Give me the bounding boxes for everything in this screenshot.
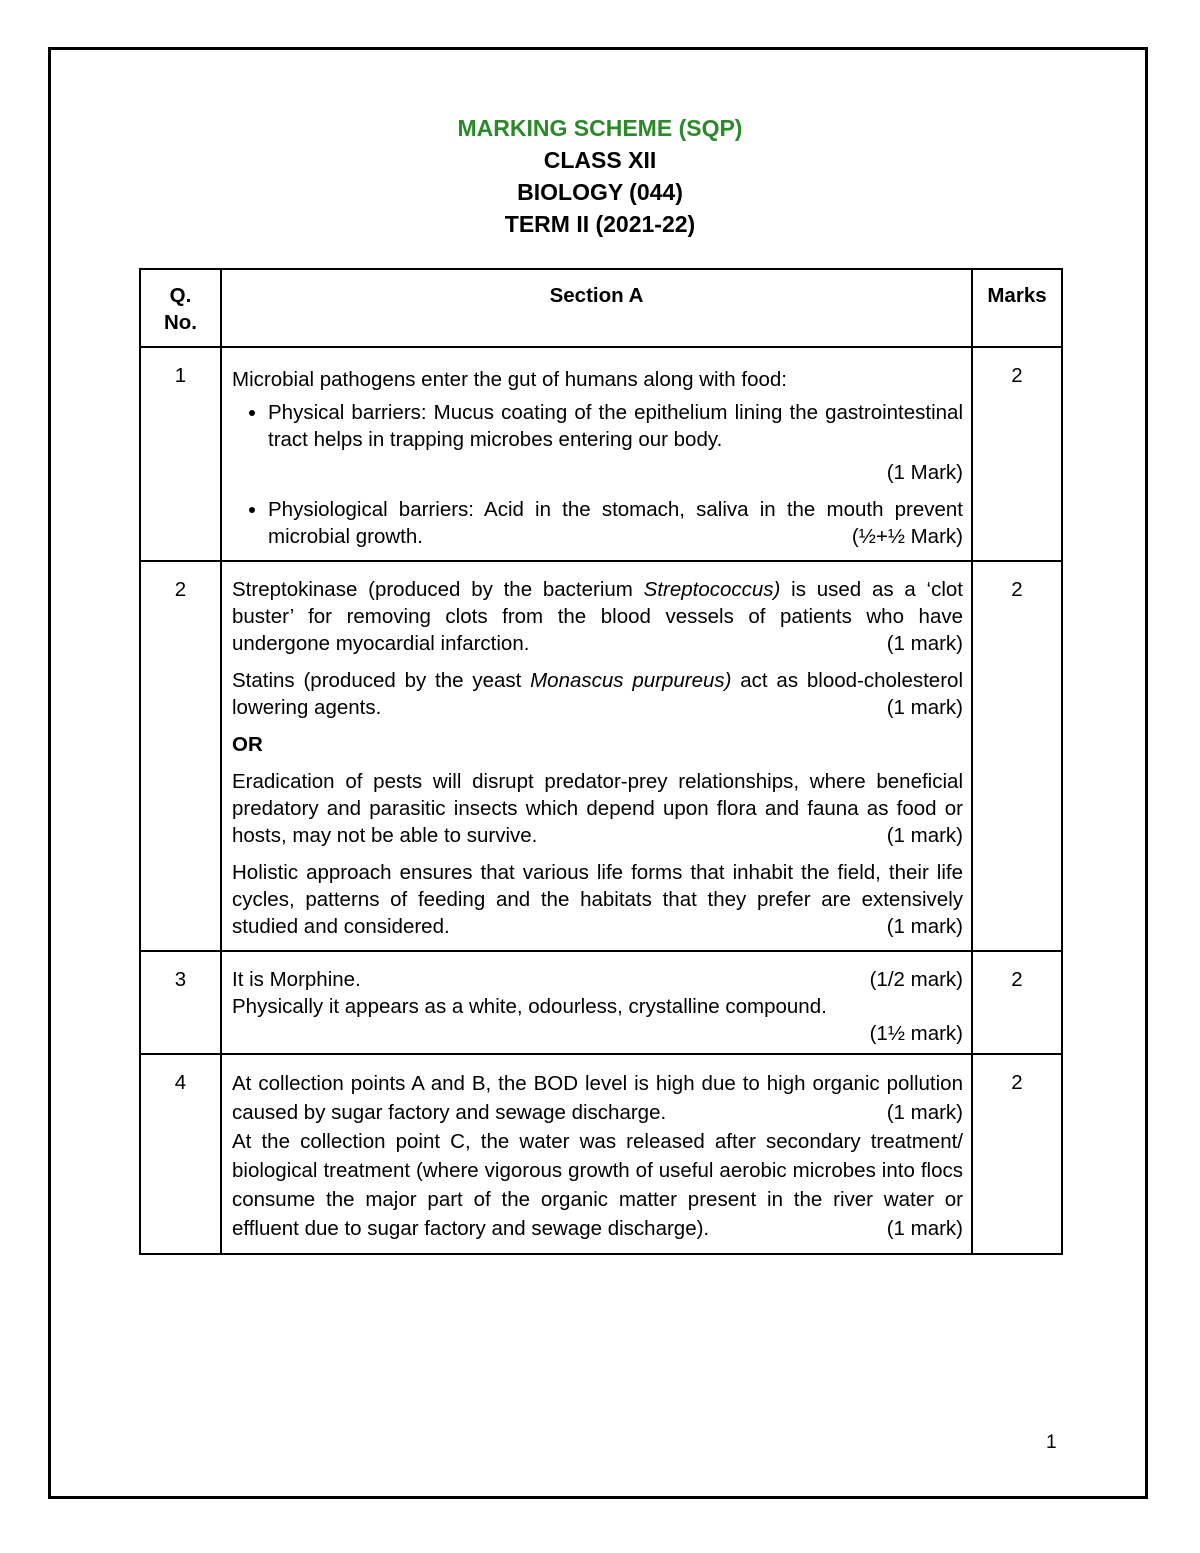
mark-label: (1 mark): [886, 1217, 963, 1240]
answer-paragraph: Eradication of pests will disrupt predator-prey relationships, where beneficial predatory and parasitic insects which depend upon flora and fauna as food or hosts, may not be able to survive. (1 mark): [232, 770, 963, 847]
mark-label: (1 mark): [886, 696, 963, 719]
mark-label: (1 mark): [886, 915, 963, 938]
answer-paragraph: Statins (produced by the yeast Monascus purpureus) act as blood-cholesterol lowering agents. (1 mark): [232, 669, 963, 719]
col-header-section: Section A: [221, 269, 972, 347]
list-item: • Physical barriers: Mucus coating of the epithelium lining the gastrointestinal tract helps in trapping microbes entering our body. (1 Mark): [268, 399, 963, 486]
document-header: [0, 112, 1200, 240]
col-header-qno: Q. No.: [140, 269, 221, 347]
marks-value: 2: [972, 561, 1062, 951]
answer-intro: Microbial pathogens enter the gut of humans along with food:: [232, 368, 787, 391]
question-number: 3: [140, 951, 221, 1054]
list-item: • Physiological barriers: Acid in the stomach, saliva in the mouth prevent microbial growth. (½+½ Mark): [268, 496, 963, 550]
answer-paragraph: Holistic approach ensures that various life forms that inhabit the field, their life cycles, patterns of feeding and the habitats that they prefer are extensively studied and considered. (1 mark): [232, 861, 963, 938]
col-header-marks: Marks: [972, 269, 1062, 347]
question-number: 2: [140, 561, 221, 951]
mark-label: (1 mark): [886, 1101, 963, 1124]
term-title: TERM II (2021-22): [504, 211, 696, 237]
marks-value: 2: [972, 1054, 1062, 1254]
table-row-q1: [140, 347, 1062, 561]
answer-line: It is Morphine. (1/2 mark): [232, 968, 963, 991]
class-title: CLASS XII: [543, 147, 657, 173]
question-number: 1: [140, 347, 221, 561]
page-number: 1: [1046, 1432, 1057, 1453]
mark-label: (1½ mark): [869, 1022, 963, 1045]
answer-line: Physically it appears as a white, odourless, crystalline compound.: [232, 995, 827, 1018]
mark-label: (1 mark): [886, 824, 963, 847]
or-separator: OR: [232, 733, 263, 756]
table-row-q3: [140, 951, 1062, 1054]
table-row-q4: [140, 1054, 1062, 1254]
answer-paragraph: At collection points A and B, the BOD level is high due to high organic pollution caused by sugar factory and sewage discharge. (1 mark): [232, 1069, 963, 1127]
answer-bullets: [232, 399, 963, 550]
mark-label: (½+½ Mark): [851, 525, 963, 548]
marking-table: [139, 268, 1063, 1255]
subject-title: BIOLOGY (044): [517, 179, 683, 205]
answer-cell: [221, 561, 972, 951]
answer-paragraph: At the collection point C, the water was released after secondary treatment/ biological treatment (where vigorous growth of useful aerobic microbes into flocs consume the major part of the organic matter present in the river water or effluent due to sugar factory and sewage discharge). (1 mark): [232, 1127, 963, 1243]
marks-value: 2: [972, 951, 1062, 1054]
mark-label: (1/2 mark): [869, 968, 963, 991]
answer-cell: [221, 1054, 972, 1254]
mark-label: (1 Mark): [886, 461, 963, 484]
table-header-row: [140, 269, 1062, 347]
marks-value: 2: [972, 347, 1062, 561]
scheme-title: MARKING SCHEME (SQP): [457, 115, 743, 141]
answer-cell: [221, 347, 972, 561]
mark-label: (1 mark): [886, 632, 963, 655]
answer-cell: [221, 951, 972, 1054]
table-row-q2: [140, 561, 1062, 951]
answer-paragraph: Streptokinase (produced by the bacterium Streptococcus) is used as a ‘clot buster’ for removing clots from the blood vessels of patients who have undergone myocardial infarction. (1 mark): [232, 578, 963, 655]
question-number: 4: [140, 1054, 221, 1254]
